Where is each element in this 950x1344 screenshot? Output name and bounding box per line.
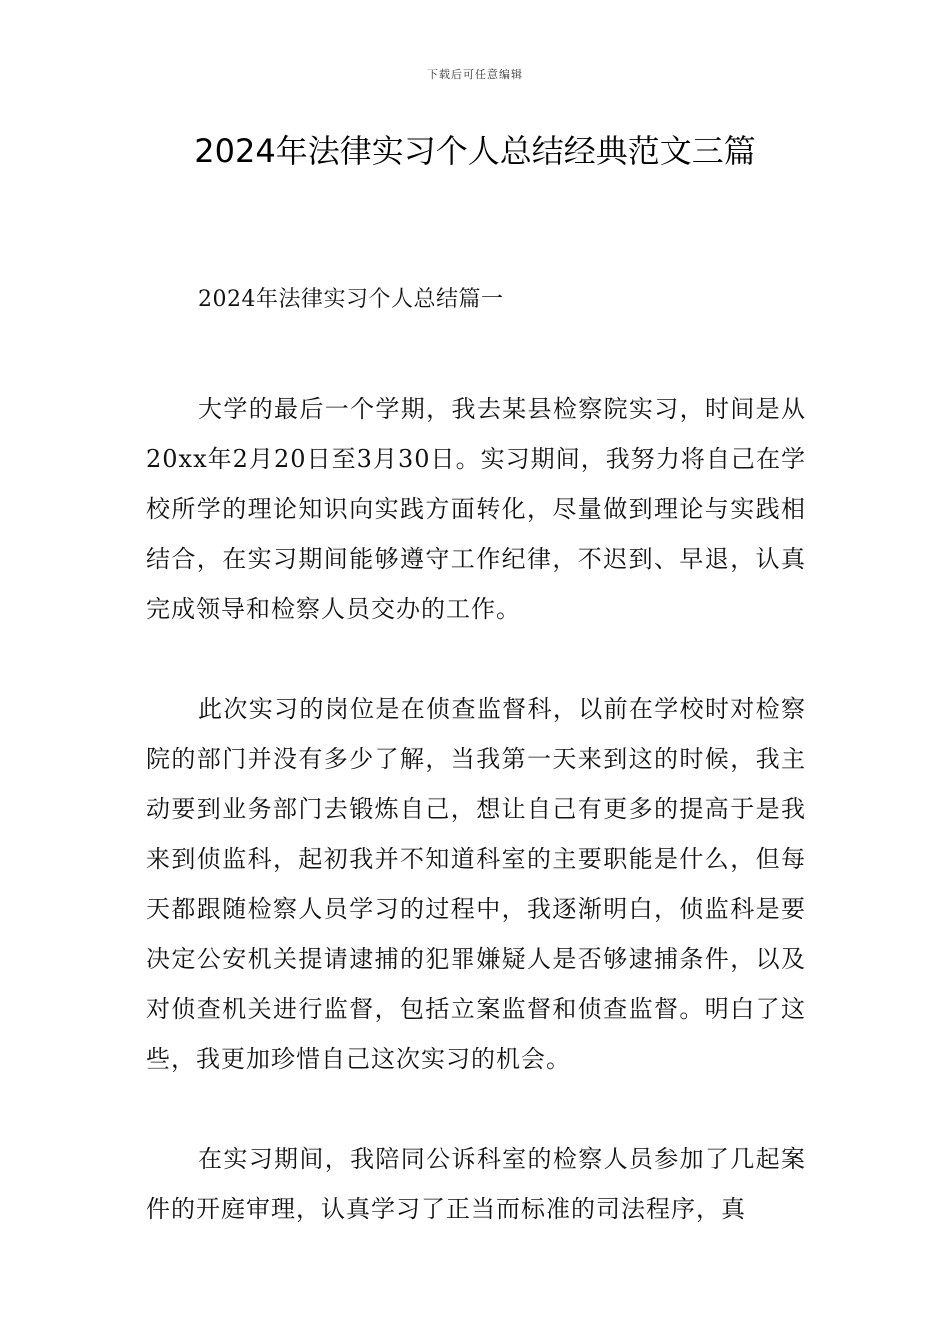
paragraph-1: 大学的最后一个学期，我去某县检察院实习，时间是从20xx年2月20日至3月30日。实习期间，我努力将自己在学校所学的理论知识向实践方面转化，尽量做到理论与实践相结合，在实习期间能够遵守工作纪律，不迟到、早退，认真完成领导和检察人员交办的工作。: [146, 395, 806, 623]
section-heading: 2024年法律实习个人总结篇一: [198, 287, 504, 312]
header-note: 下载后可任意编辑: [427, 68, 523, 81]
paragraph-2: 此次实习的岗位是在侦查监督科，以前在学校时对检察院的部门并没有多少了解，当我第一天来到这的时候，我主动要到业务部门去锻炼自己，想让自己有更多的提高于是我来到侦监科，起初我并不知道科室的主要职能是什么，但每天都跟随检察人员学习的过程中，我逐渐明白，侦监科是要决定公安机关提请逮捕的犯罪嫌疑人是否够逮捕条件，以及对侦查机关进行监督，包括立案监督和侦查监督。明白了这些，我更加珍惜自己这次实习的机会。: [146, 695, 806, 1073]
paragraph-3: 在实习期间，我陪同公诉科室的检察人员参加了几起案件的开庭审理，认真学习了正当而标准的司法程序，真: [146, 1145, 806, 1223]
document-body: [146, 286, 806, 1284]
document-title: 2024年法律实习个人总结经典范文三篇: [194, 132, 756, 170]
